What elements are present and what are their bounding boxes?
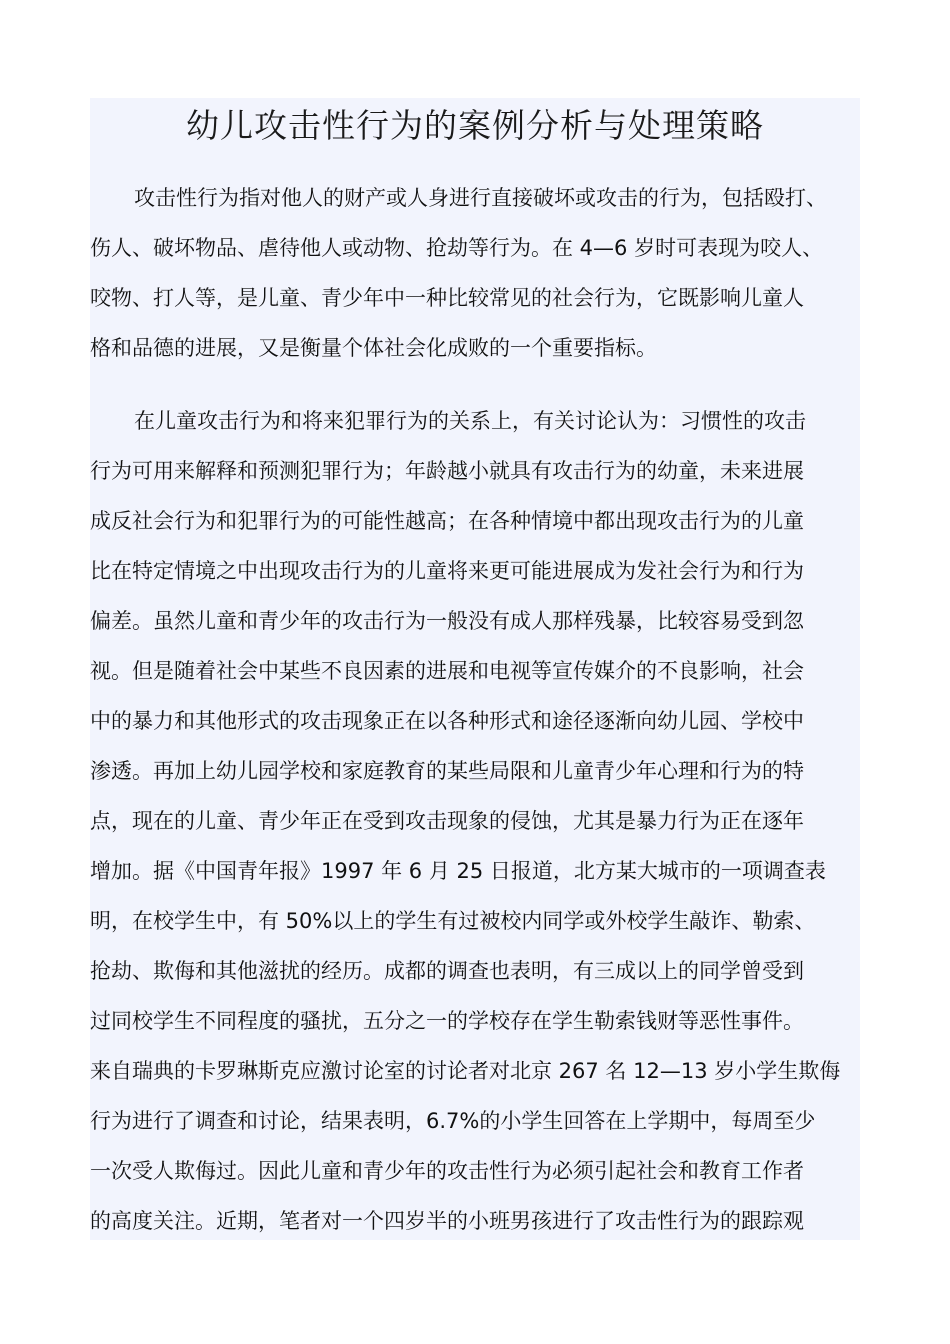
text-line: 咬物、打人等，是儿童、青少年中一种比较常见的社会行为，它既影响儿童人	[90, 286, 804, 310]
text-line: 行为进行了调查和讨论，结果表明，6.7%的小学生回答在上学期中，每周至少	[90, 1109, 816, 1133]
text-line: 比在特定情境之中出现攻击行为的儿童将来更可能进展成为发社会行为和行为	[90, 559, 804, 583]
text-line: 偏差。虽然儿童和青少年的攻击行为一般没有成人那样残暴，比较容易受到忽	[90, 609, 804, 633]
text-line: 一次受人欺侮过。因此儿童和青少年的攻击性行为必须引起社会和教育工作者	[90, 1159, 804, 1183]
paragraph-1	[90, 173, 860, 373]
text-line: 攻击性行为指对他人的财产或人身进行直接破坏或攻击的行为，包括殴打、	[134, 186, 827, 210]
text-line: 来自瑞典的卡罗琳斯克应激讨论室的讨论者对北京 267 名 12—13 岁小学生欺侮	[90, 1059, 841, 1083]
text-line: 明，在校学生中，有 50%以上的学生有过被校内同学或外校学生敲诈、勒索、	[90, 909, 816, 933]
text-line: 点，现在的儿童、青少年正在受到攻击现象的侵蚀，尤其是暴力行为正在逐年	[90, 809, 804, 833]
text-line: 行为可用来解释和预测犯罪行为；年龄越小就具有攻击行为的幼童，未来进展	[90, 459, 804, 483]
text-line: 中的暴力和其他形式的攻击现象正在以各种形式和途径逐渐向幼儿园、学校中	[90, 709, 804, 733]
paragraph-2	[90, 396, 860, 1246]
text-line: 成反社会行为和犯罪行为的可能性越高；在各种情境中都出现攻击行为的儿童	[90, 509, 804, 533]
text-line: 在儿童攻击行为和将来犯罪行为的关系上，有关讨论认为：习惯性的攻击	[134, 409, 806, 433]
document-title: 幼儿攻击性行为的案例分析与处理策略	[186, 106, 764, 145]
text-line: 渗透。再加上幼儿园学校和家庭教育的某些局限和儿童青少年心理和行为的特	[90, 759, 804, 783]
text-line: 视。但是随着社会中某些不良因素的进展和电视等宣传媒介的不良影响，社会	[90, 659, 804, 683]
text-line: 抢劫、欺侮和其他滋扰的经历。成都的调查也表明，有三成以上的同学曾受到	[90, 959, 804, 983]
text-line: 过同校学生不同程度的骚扰，五分之一的学校存在学生勒索钱财等恶性事件。	[90, 1009, 804, 1033]
text-line: 格和品德的进展，又是衡量个体社会化成败的一个重要指标。	[90, 336, 657, 360]
text-line: 的高度关注。近期，笔者对一个四岁半的小班男孩进行了攻击性行为的跟踪观	[90, 1209, 804, 1233]
text-line: 伤人、破坏物品、虐待他人或动物、抢劫等行为。在 4—6 岁时可表现为咬人、	[90, 236, 824, 260]
text-line: 增加。据《中国青年报》1997 年 6 月 25 日报道，北方某大城市的一项调查表	[90, 859, 826, 883]
